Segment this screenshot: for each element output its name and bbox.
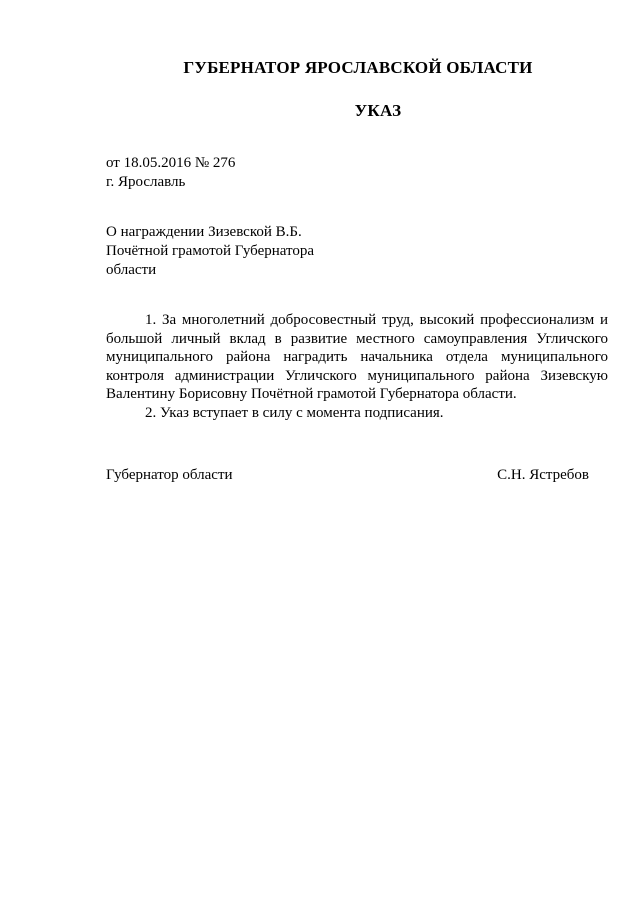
issuing-authority: ГУБЕРНАТОР ЯРОСЛАВСКОЙ ОБЛАСТИ bbox=[183, 58, 533, 77]
signature-block bbox=[106, 466, 589, 485]
date-and-number: от 18.05.2016 № 276 bbox=[106, 155, 236, 171]
signatory-name: С.Н. Ястребов bbox=[497, 467, 589, 483]
decree-body bbox=[106, 311, 608, 423]
subject-line: области bbox=[106, 262, 157, 278]
body-paragraph: 1. За многолетний добросовестный труд, высокий профессионализм и большой личный вклад в развитие местного самоуправления Угличского муниципального района наградить начальника отдела муниципального контроля администрации Угличского муниципального района Зизевскую Валентину Борисовну Почётной грамотой Губернатора области. bbox=[106, 312, 608, 403]
decree-subject bbox=[106, 223, 314, 280]
place-of-issue: г. Ярославль bbox=[106, 174, 186, 190]
subject-line: Почётной грамотой Губернатора bbox=[106, 243, 315, 259]
body-paragraph: 2. Указ вступает в силу с момента подписания. bbox=[145, 404, 444, 421]
signatory-position: Губернатор области bbox=[106, 467, 233, 483]
subject-line: О награждении Зизевской В.Б. bbox=[106, 224, 302, 240]
document-type-title: УКАЗ bbox=[354, 101, 402, 120]
document-meta bbox=[106, 154, 235, 192]
